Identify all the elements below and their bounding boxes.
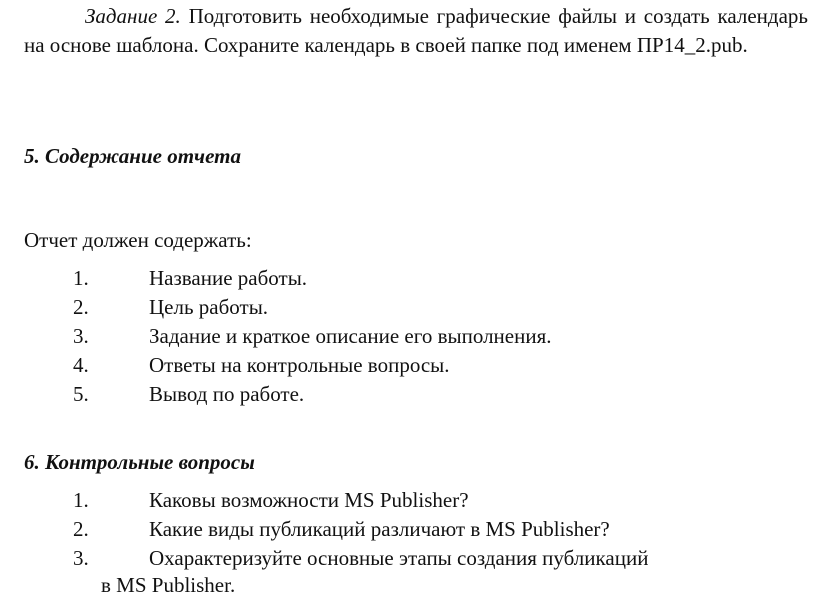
task-paragraph <box>24 2 808 60</box>
list-item-text: Название работы. <box>149 266 308 290</box>
section-5-heading: 5. Содержание отчета <box>24 144 241 168</box>
list-item-number: 3. <box>73 324 89 348</box>
list-item-number: 5. <box>73 382 89 406</box>
task-text: Подготовить необходимые графические файлы и создать календарь на основе шаблона. Сохраните календарь в своей папке под именем ПР14_2.pub. <box>24 4 808 57</box>
question-text: Охарактеризуйте основные этапы создания публикаций <box>149 546 649 570</box>
question-number: 3. <box>73 546 89 570</box>
list-item-text: Вывод по работе. <box>149 382 305 406</box>
question-text-continuation: в MS Publisher. <box>101 573 236 597</box>
list-item-text: Задание и краткое описание его выполнения. <box>149 324 552 348</box>
question-text: Какие виды публикаций различают в MS Publisher? <box>149 517 610 541</box>
list-item-text: Ответы на контрольные вопросы. <box>149 353 450 377</box>
list-item-text: Цель работы. <box>149 295 269 319</box>
question-text: Каковы возможности MS Publisher? <box>149 488 469 512</box>
list-item-number: 4. <box>73 353 89 377</box>
question-number: 2. <box>73 517 89 541</box>
task-label: Задание 2. <box>85 4 181 28</box>
report-intro: Отчет должен содержать: <box>24 228 252 252</box>
list-item-number: 2. <box>73 295 89 319</box>
section-6-heading: 6. Контрольные вопросы <box>24 450 255 474</box>
list-item-number: 1. <box>73 266 89 290</box>
question-number: 1. <box>73 488 89 512</box>
